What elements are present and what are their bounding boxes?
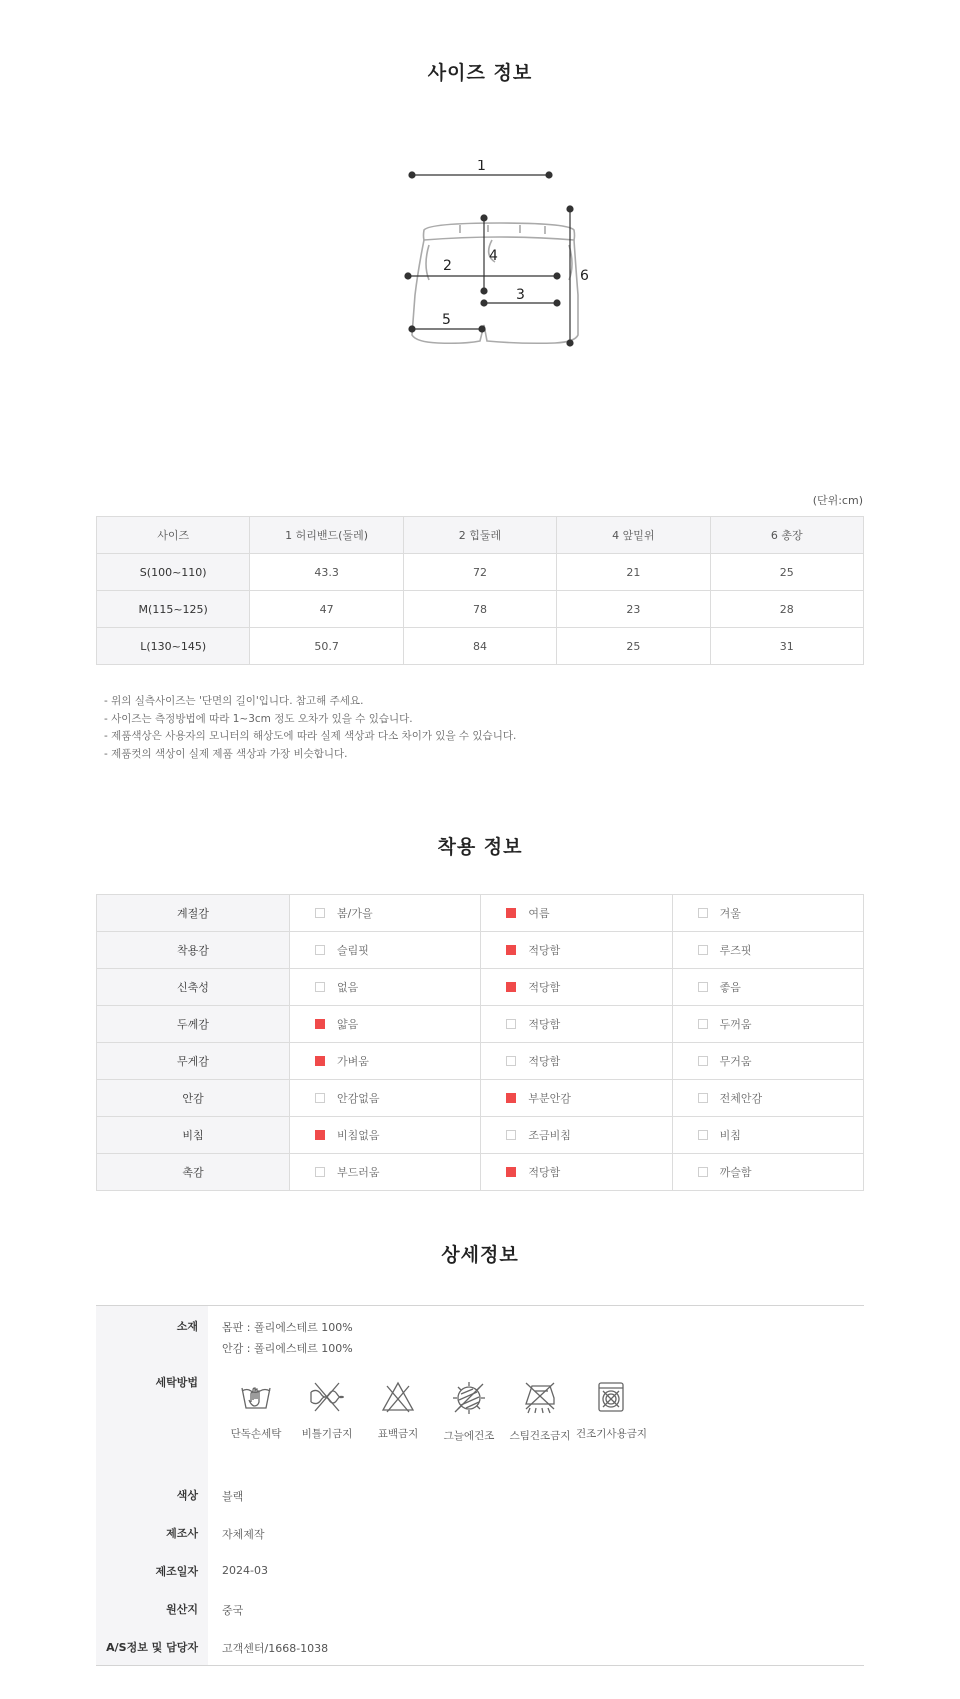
fit-option	[290, 969, 481, 1006]
fit-option	[672, 1117, 863, 1154]
fit-option-label: 적당함	[528, 1055, 561, 1068]
no-tumble-dry-icon	[594, 1380, 628, 1414]
unchecked-box-icon	[315, 945, 325, 955]
care-label: 단독손세탁	[230, 1428, 282, 1440]
care-item	[576, 1380, 646, 1441]
material-line: 안감 : 폴리에스테르 100%	[222, 1342, 353, 1355]
fit-row	[97, 969, 864, 1006]
fit-option	[481, 1154, 672, 1191]
checked-box-icon	[315, 1130, 325, 1140]
date-label: 제조일자	[155, 1565, 198, 1578]
fit-option-label: 얇음	[337, 1018, 359, 1031]
fit-option-label: 비침없음	[337, 1129, 380, 1142]
fit-option	[481, 1117, 672, 1154]
fit-row	[97, 1117, 864, 1154]
diagram-label-2: 2	[443, 258, 452, 274]
unchecked-box-icon	[506, 1019, 516, 1029]
fit-option-label: 가벼움	[337, 1055, 369, 1068]
unchecked-box-icon	[698, 908, 708, 918]
size-notes	[104, 693, 516, 763]
fit-option	[481, 1080, 672, 1117]
checked-box-icon	[506, 1167, 516, 1177]
no-bleach-icon	[381, 1380, 415, 1414]
fit-option	[672, 969, 863, 1006]
fit-row-label: 안감	[97, 1080, 290, 1117]
fit-row-label: 촉감	[97, 1154, 290, 1191]
unchecked-box-icon	[315, 982, 325, 992]
maker-label: 제조사	[166, 1527, 198, 1540]
fit-option-label: 까슬함	[719, 1166, 752, 1179]
note-line: - 사이즈는 측정방법에 따라 1~3cm 정도 오차가 있을 수 있습니다.	[104, 712, 413, 725]
diagram-label-4: 4	[489, 248, 498, 264]
fit-option	[290, 1006, 481, 1043]
note-line: - 제품색상은 사용자의 모니터의 해상도에 따라 실제 색상과 다소 차이가 있을 수 있습니다.	[104, 730, 517, 742]
care-item	[363, 1380, 433, 1441]
size-row	[97, 554, 864, 591]
fit-option	[672, 1154, 863, 1191]
fit-row	[97, 1043, 864, 1080]
size-info-title: 사이즈 정보	[427, 62, 533, 84]
fit-row-label: 착용감	[97, 932, 290, 969]
size-cell: 25	[710, 554, 863, 591]
fit-option-label: 조금비침	[528, 1129, 571, 1142]
fit-row	[97, 932, 864, 969]
fit-option	[481, 1006, 672, 1043]
fit-option	[672, 1006, 863, 1043]
unchecked-box-icon	[698, 1093, 708, 1103]
fit-option-label: 봄/가을	[337, 907, 373, 920]
care-label: 건조기사용금지	[576, 1428, 648, 1440]
detail-top-divider	[96, 1305, 864, 1306]
care-item	[434, 1380, 504, 1443]
checked-box-icon	[506, 908, 516, 918]
fit-option-label: 적당함	[528, 1166, 561, 1179]
size-cell: 84	[403, 628, 556, 665]
fit-row-label: 계절감	[97, 895, 290, 932]
size-name: S(100~110)	[97, 554, 250, 591]
fit-option-label: 부드러움	[337, 1166, 380, 1179]
size-table-header: 6 총장	[710, 517, 863, 554]
no-wring-icon	[307, 1380, 347, 1414]
size-table-header: 사이즈	[97, 517, 250, 554]
size-cell: 25	[557, 628, 710, 665]
material-label: 소재	[176, 1320, 198, 1333]
unchecked-box-icon	[698, 982, 708, 992]
diagram-label-6: 6	[580, 268, 589, 284]
fit-row	[97, 1080, 864, 1117]
fit-option-label: 비침	[719, 1129, 741, 1142]
size-table-header: 2 힙둘레	[403, 517, 556, 554]
fit-option	[481, 895, 672, 932]
unit-label: (단위:cm)	[812, 494, 863, 507]
fit-row	[97, 895, 864, 932]
fit-option	[290, 1154, 481, 1191]
fit-option	[481, 969, 672, 1006]
fit-option	[672, 1043, 863, 1080]
care-label: 스팀건조금지	[509, 1430, 571, 1442]
fit-row-label: 신축성	[97, 969, 290, 1006]
fit-row-label: 비침	[97, 1117, 290, 1154]
fit-row	[97, 1154, 864, 1191]
material-line: 몸판 : 폴리에스테르 100%	[222, 1321, 353, 1334]
shade-dry-icon	[451, 1380, 487, 1416]
fit-option-label: 적당함	[528, 981, 561, 994]
fit-row-label: 두께감	[97, 1006, 290, 1043]
diagram-label-5: 5	[442, 312, 451, 328]
checked-box-icon	[315, 1056, 325, 1066]
size-name: M(115~125)	[97, 591, 250, 628]
care-item	[221, 1380, 291, 1441]
care-label: 비틀기금지	[301, 1428, 353, 1440]
fit-option-label: 루즈핏	[719, 944, 752, 957]
fit-option	[290, 895, 481, 932]
fit-option-label: 적당함	[528, 944, 561, 957]
fit-option-label: 두꺼움	[719, 1018, 752, 1031]
size-cell: 23	[557, 591, 710, 628]
fit-option-label: 슬림핏	[337, 944, 369, 957]
fit-option	[672, 932, 863, 969]
unchecked-box-icon	[315, 908, 325, 918]
size-table-header: 1 허리밴드(둘레)	[250, 517, 403, 554]
unchecked-box-icon	[698, 1056, 708, 1066]
care-item	[505, 1380, 575, 1443]
unchecked-box-icon	[698, 1167, 708, 1177]
care-label: 그늘에건조	[443, 1430, 495, 1442]
checked-box-icon	[506, 982, 516, 992]
maker-value: 자체제작	[222, 1528, 265, 1541]
detail-bottom-divider	[96, 1665, 864, 1666]
shorts-measurement-diagram	[380, 160, 600, 390]
size-cell: 47	[250, 591, 403, 628]
fit-option-label: 전체안감	[719, 1092, 763, 1105]
fit-option-label: 없음	[337, 981, 359, 994]
size-row	[97, 628, 864, 665]
fit-option-label: 여름	[528, 907, 550, 920]
origin-label: 원산지	[166, 1603, 198, 1616]
as-value: 고객센터/1668-1038	[222, 1642, 329, 1655]
hand-wash-icon	[239, 1380, 273, 1414]
fit-option	[481, 1043, 672, 1080]
fit-option	[290, 1080, 481, 1117]
fit-option	[481, 932, 672, 969]
care-item	[292, 1380, 362, 1441]
unchecked-box-icon	[315, 1093, 325, 1103]
color-value: 블랙	[222, 1490, 244, 1503]
detail-info-title: 상세정보	[441, 1244, 519, 1266]
size-table-header-row	[97, 517, 864, 554]
diagram-label-3: 3	[516, 287, 525, 303]
fit-option-label: 무거움	[719, 1055, 752, 1068]
fit-option	[672, 895, 863, 932]
size-name: L(130~145)	[97, 628, 250, 665]
fit-option	[290, 1117, 481, 1154]
origin-value: 중국	[222, 1604, 244, 1617]
fit-option-label: 안감없음	[337, 1092, 380, 1105]
size-cell: 72	[403, 554, 556, 591]
as-label: A/S정보 및 담당자	[106, 1641, 198, 1654]
unchecked-box-icon	[698, 1019, 708, 1029]
size-cell: 31	[710, 628, 863, 665]
unchecked-box-icon	[698, 945, 708, 955]
no-steam-dry-icon	[522, 1380, 558, 1416]
size-cell: 43.3	[250, 554, 403, 591]
unchecked-box-icon	[506, 1130, 516, 1140]
fit-option	[290, 1043, 481, 1080]
unchecked-box-icon	[506, 1056, 516, 1066]
size-table-header: 4 앞밑위	[557, 517, 710, 554]
color-label: 색상	[176, 1489, 198, 1502]
fit-option-label: 좋음	[719, 981, 741, 994]
size-cell: 78	[403, 591, 556, 628]
size-row	[97, 591, 864, 628]
checked-box-icon	[506, 945, 516, 955]
size-cell: 50.7	[250, 628, 403, 665]
fit-table	[96, 894, 864, 1191]
fit-option	[672, 1080, 863, 1117]
note-line: - 제품컷의 색상이 실제 제품 색상과 가장 비슷합니다.	[104, 747, 348, 760]
fit-option-label: 적당함	[528, 1018, 561, 1031]
fit-info-title: 착용 정보	[437, 836, 523, 858]
size-table	[96, 516, 864, 665]
unchecked-box-icon	[315, 1167, 325, 1177]
fit-option-label: 겨울	[719, 907, 741, 920]
size-cell: 21	[557, 554, 710, 591]
wash-label: 세탁방법	[155, 1376, 198, 1389]
checked-box-icon	[506, 1093, 516, 1103]
care-label: 표백금지	[377, 1428, 419, 1440]
fit-row-label: 무게감	[97, 1043, 290, 1080]
fit-row	[97, 1006, 864, 1043]
date-value: 2024-03	[222, 1564, 268, 1577]
size-cell: 28	[710, 591, 863, 628]
fit-option-label: 부분안감	[528, 1092, 571, 1105]
note-line: - 위의 실측사이즈는 '단면의 길이'입니다. 참고해 주세요.	[104, 695, 364, 707]
checked-box-icon	[315, 1019, 325, 1029]
fit-option	[290, 932, 481, 969]
diagram-label-1: 1	[477, 160, 486, 174]
unchecked-box-icon	[698, 1130, 708, 1140]
